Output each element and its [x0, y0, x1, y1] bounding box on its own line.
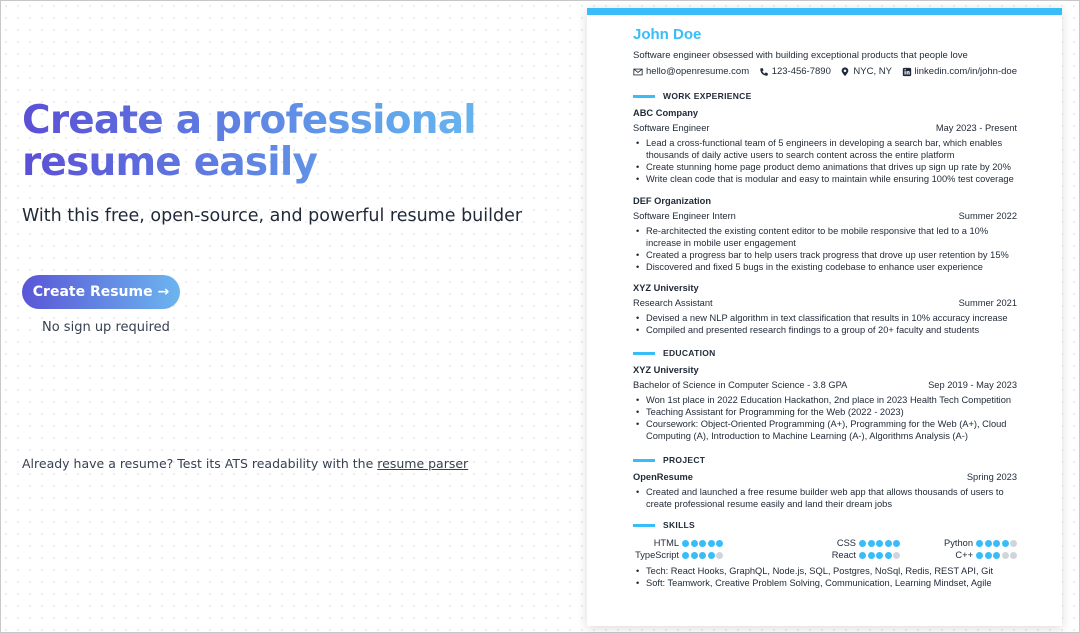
rating-dot-filled	[876, 540, 883, 547]
resume-name: John Doe	[633, 26, 702, 43]
skill-item	[927, 549, 1017, 561]
rating-dot-filled	[859, 540, 866, 547]
section-marker	[633, 459, 655, 462]
project-line	[633, 471, 1017, 483]
rating-dot-filled	[885, 540, 892, 547]
skill-rating	[976, 552, 1017, 559]
company-name: DEF Organization	[633, 196, 711, 206]
rating-dot-filled	[691, 540, 698, 547]
contact-email	[633, 66, 749, 77]
rating-dot-filled	[868, 540, 875, 547]
section-title: WORK EXPERIENCE	[663, 91, 752, 101]
section-education	[633, 348, 716, 358]
contact-list	[633, 66, 1017, 77]
bullet-item: • Compiled and presented research findings to a group of 20+ faculty and students	[633, 324, 1017, 336]
bullet-list	[633, 486, 1017, 511]
bullet-list	[633, 225, 1017, 274]
location-icon	[840, 67, 850, 77]
education-entry	[633, 364, 1017, 443]
section-title: PROJECT	[663, 455, 706, 465]
contact-location-text: NYC, NY	[853, 66, 892, 77]
project-name: OpenResume	[633, 472, 693, 482]
skill-rating	[859, 552, 900, 559]
rating-dot-filled	[868, 552, 875, 559]
rating-dot-empty	[716, 552, 723, 559]
work-entry	[633, 195, 1017, 274]
resume-preview	[587, 8, 1062, 626]
bullet-item: • Create stunning home page product demo animations that drives up sign up rate by 20%	[633, 161, 1017, 173]
hero-title	[22, 100, 562, 184]
section-title: SKILLS	[663, 520, 696, 530]
contact-linkedin-text: linkedin.com/in/john-doe	[914, 66, 1017, 77]
bullet-item: • Write clean code that is modular and easy to maintain while ensuring 100% test coverage	[633, 173, 1017, 185]
rating-dot-filled	[893, 540, 900, 547]
bullet-item: • Tech: React Hooks, GraphQL, Node.js, SQL, Postgres, NoSql, Redis, REST API, Git	[633, 565, 1017, 577]
skill-name: Python	[944, 538, 973, 548]
bullet-list	[633, 312, 1017, 337]
skill-rating	[976, 540, 1017, 547]
contact-email-text: hello@openresume.com	[646, 66, 750, 77]
rating-dot-filled	[876, 552, 883, 559]
hero-subtitle: With this free, open-source, and powerful resume builder	[22, 206, 523, 226]
rating-dot-empty	[1010, 540, 1017, 547]
rating-dot-filled	[708, 540, 715, 547]
section-marker	[633, 524, 655, 527]
rating-dot-filled	[985, 552, 992, 559]
bullet-list	[633, 137, 1017, 186]
rating-dot-empty	[1010, 552, 1017, 559]
skill-name: React	[831, 550, 856, 560]
role-line	[633, 210, 1017, 222]
work-entry	[633, 282, 1017, 336]
rating-dot-filled	[976, 552, 983, 559]
bullet-item: • Won 1st place in 2022 Education Hackathon, 2nd place in 2023 Health Tech Competition	[633, 394, 1017, 406]
rating-dot-empty	[1002, 552, 1009, 559]
section-skills	[633, 520, 695, 530]
section-marker	[633, 95, 655, 98]
skill-item	[792, 549, 900, 561]
role-line	[633, 297, 1017, 309]
skill-rating	[859, 540, 900, 547]
project-entry	[633, 471, 1017, 510]
skill-rating	[682, 540, 723, 547]
skill-item	[633, 537, 723, 549]
work-entry	[633, 107, 1017, 186]
no-signup-note: No sign up required	[42, 320, 170, 335]
bullet-list	[633, 394, 1017, 443]
rating-dot-empty	[893, 552, 900, 559]
bullet-item: • Coursework: Object-Oriented Programming (A+), Programming for the Web (A+), Cloud Computing (A), Introduction to Machine Learning (A-), Algorithms Analysis (A-)	[633, 418, 1017, 443]
skill-name: HTML	[653, 538, 679, 548]
rating-dot-filled	[699, 540, 706, 547]
linkedin-icon	[902, 67, 912, 77]
skill-item	[633, 549, 723, 561]
school-name: XYZ University	[633, 365, 699, 375]
degree-line	[633, 379, 1017, 391]
rating-dot-filled	[682, 540, 689, 547]
rating-dot-filled	[985, 540, 992, 547]
rating-dot-filled	[682, 552, 689, 559]
resume-accent-bar	[587, 8, 1062, 15]
hero-title-line1: Create a professional	[22, 98, 476, 143]
skill-item	[927, 537, 1017, 549]
section-work-experience	[633, 91, 752, 101]
parser-prompt	[22, 456, 468, 471]
hero-section	[22, 0, 562, 633]
resume-parser-link[interactable]: resume parser	[377, 456, 469, 471]
job-date: Summer 2021	[958, 297, 1017, 308]
contact-location	[840, 66, 892, 77]
education-date: Sep 2019 - May 2023	[928, 379, 1017, 390]
skill-name: TypeScript	[635, 550, 679, 560]
hero-title-line2: resume easily	[22, 140, 318, 185]
create-resume-button[interactable]: Create Resume →	[22, 275, 180, 309]
bullet-item: • Created a progress bar to help users track progress that drove up user retention by 15%	[633, 249, 1017, 261]
skill-name: C++	[955, 550, 973, 560]
bullet-item: • Soft: Teamwork, Creative Problem Solving, Communication, Learning Mindset, Agile	[633, 577, 1017, 589]
rating-dot-filled	[1002, 540, 1009, 547]
bullet-list	[633, 565, 1017, 589]
rating-dot-filled	[859, 552, 866, 559]
job-date: May 2023 - Present	[935, 122, 1017, 133]
bullet-item: • Devised a new NLP algorithm in text classification that results in 10% accuracy increase	[633, 312, 1017, 324]
rating-dot-filled	[691, 552, 698, 559]
rating-dot-filled	[993, 552, 1000, 559]
skill-name: CSS	[836, 538, 856, 548]
mail-icon	[633, 67, 643, 77]
skill-rating	[682, 552, 723, 559]
section-title: EDUCATION	[663, 348, 716, 358]
rating-dot-filled	[716, 540, 723, 547]
degree: Bachelor of Science in Computer Science - 3.8 GPA	[633, 379, 848, 390]
skill-item	[792, 537, 900, 549]
section-marker	[633, 352, 655, 355]
company-name: ABC Company	[633, 108, 699, 118]
job-title: Software Engineer	[633, 122, 710, 133]
rating-dot-filled	[993, 540, 1000, 547]
skills-grid	[633, 537, 1017, 589]
role-line	[633, 122, 1017, 134]
resume-summary: Software engineer obsessed with building exceptional products that people love	[633, 50, 968, 61]
bullet-item: • Re-architected the existing content editor to be mobile responsive that led to a 10% increase in mobile user engagement	[633, 225, 1017, 250]
bullet-item: • Lead a cross-functional team of 5 engineers in developing a search bar, which enables thousands of daily active users to search content across the entire platform	[633, 137, 1017, 162]
rating-dot-filled	[976, 540, 983, 547]
job-title: Research Assistant	[633, 297, 713, 308]
phone-icon	[759, 67, 769, 77]
rating-dot-filled	[699, 552, 706, 559]
rating-dot-filled	[885, 552, 892, 559]
section-project	[633, 455, 705, 465]
job-date: Summer 2022	[958, 210, 1017, 221]
company-name: XYZ University	[633, 283, 699, 293]
project-date: Spring 2023	[966, 472, 1017, 482]
bullet-item: • Created and launched a free resume builder web app that allows thousands of users to create professional resume easily and land their dream jobs	[633, 486, 1017, 511]
contact-phone-text: 123-456-7890	[771, 66, 831, 77]
rating-dot-filled	[708, 552, 715, 559]
contact-phone	[759, 66, 831, 77]
job-title: Software Engineer Intern	[633, 210, 736, 221]
skill-row	[633, 549, 1017, 561]
skill-row	[633, 537, 1017, 549]
parser-prompt-text: Already have a resume? Test its ATS readability with the	[22, 456, 378, 471]
bullet-item: • Discovered and fixed 5 bugs in the existing codebase to enhance user experience	[633, 261, 1017, 273]
contact-linkedin	[902, 66, 1017, 77]
bullet-item: • Teaching Assistant for Programming for the Web (2022 - 2023)	[633, 406, 1017, 418]
